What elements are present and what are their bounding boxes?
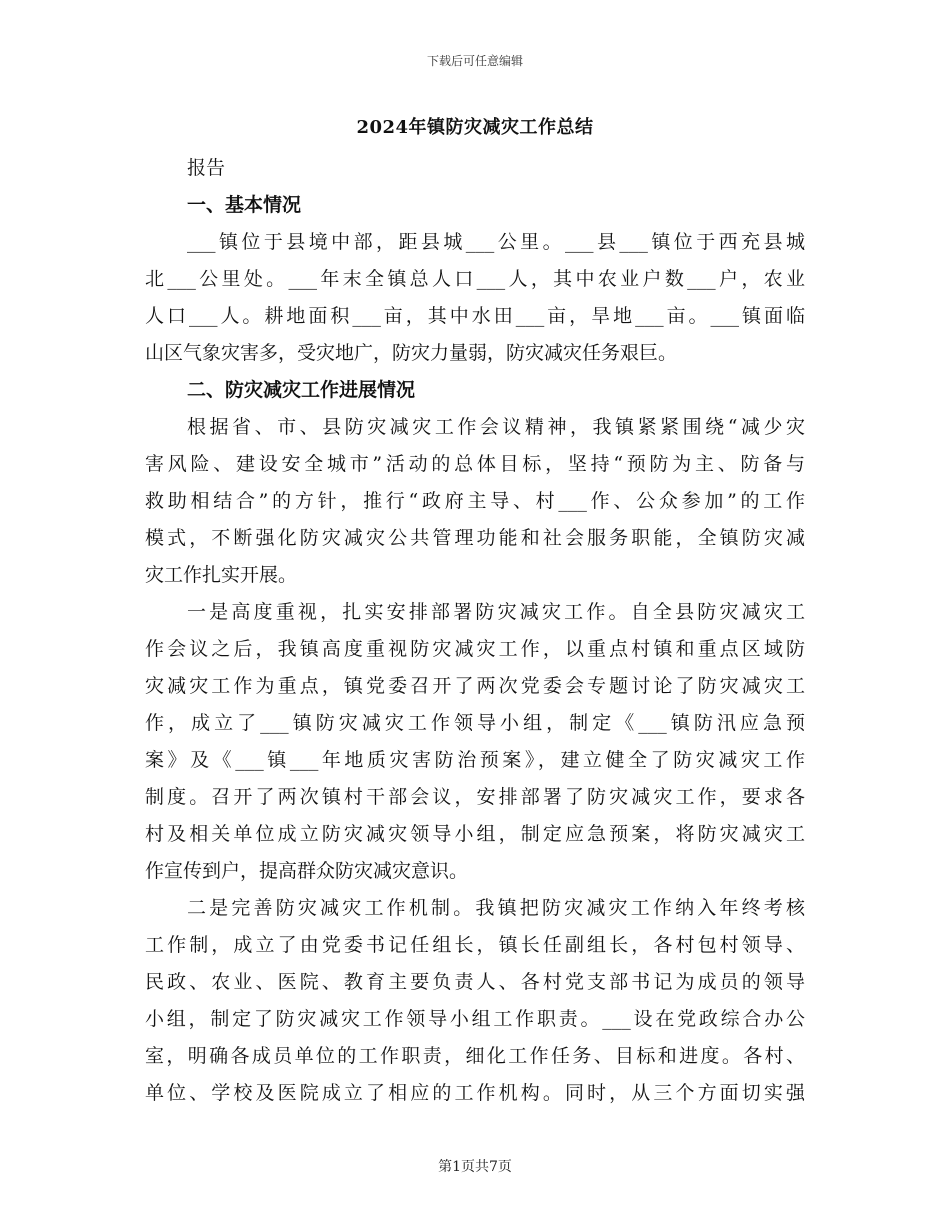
section1-line: 山区气象灾害多，受灾地广，防灾力量弱，防灾减灾任务艰巨。 (145, 342, 678, 364)
section2-para2-line: 一是高度重视，扎实安排部署防灾减灾工作。自全县防灾减灾工 (187, 601, 805, 623)
section2-para3-line: 民政、农业、医院、教育主要负责人、各村党支部书记为成员的领导 (145, 971, 805, 993)
section2-para1-line: 救助相结合”的方针，推行“政府主导、村___作、公众参加”的工作 (145, 490, 805, 512)
section1-heading: 一、基本情况 (187, 194, 302, 216)
section1-line: 人口___人。耕地面积___亩，其中水田___亩，旱地___亩。___镇面临 (145, 305, 805, 327)
document-label: 报告 (187, 157, 226, 179)
section2-para1-line: 害风险、建设安全城市”活动的总体目标，坚持“预防为主、防备与 (145, 453, 805, 475)
section2-para3-line: 小组，制定了防灾减灾工作领导小组工作职责。___设在党政综合办公 (145, 1008, 805, 1030)
section2-para2-line: 作，成立了___镇防灾减灾工作领导小组，制定《___镇防汛应急预 (145, 712, 805, 734)
section2-para2-line: 村及相关单位成立防灾减灾领导小组，制定应急预案，将防灾减灾工 (145, 823, 805, 845)
section1-line: ___镇位于县境中部，距县城___公里。___县___镇位于西充县城 (187, 231, 805, 253)
section2-para3-line: 二是完善防灾减灾工作机制。我镇把防灾减灾工作纳入年终考核 (187, 897, 805, 919)
page-indicator: 第1页共7页 (438, 1159, 512, 1175)
page-header-note: 下载后可任意编辑 (426, 54, 523, 68)
section2-para3-line: 室，明确各成员单位的工作职责，细化工作任务、目标和进度。各村、 (145, 1045, 805, 1067)
section2-para1-line: 根据省、市、县防灾减灾工作会议精神，我镇紧紧围绕“减少灾 (187, 416, 805, 438)
section1-line: 北___公里处。___年末全镇总人口___人，其中农业户数___户，农业 (145, 268, 805, 290)
section2-heading: 二、防灾减灾工作进展情况 (187, 379, 416, 401)
section2-para1-line: 灾工作扎实开展。 (145, 564, 298, 586)
section2-para2-line: 作宣传到户，提高群众防灾减灾意识。 (145, 860, 469, 882)
section2-para2-line: 制度。召开了两次镇村干部会议，安排部署了防灾减灾工作，要求各 (145, 786, 805, 808)
section2-para1-line: 模式，不断强化防灾减灾公共管理功能和社会服务职能，全镇防灾减 (145, 527, 805, 549)
section2-para2-line: 灾减灾工作为重点，镇党委召开了两次党委会专题讨论了防灾减灾工 (145, 675, 805, 697)
section2-para3-line: 工作制，成立了由党委书记任组长，镇长任副组长，各村包村领导、 (145, 934, 805, 956)
document-title: 2024年镇防灾减灾工作总结 (356, 117, 594, 138)
section2-para3-line: 单位、学校及医院成立了相应的工作机构。同时，从三个方面切实强 (145, 1082, 805, 1104)
section2-para2-line: 作会议之后，我镇高度重视防灾减灾工作，以重点村镇和重点区域防 (145, 638, 805, 660)
document-body (145, 150, 805, 1112)
section2-para2-line: 案》及《___镇___年地质灾害防治预案》，建立健全了防灾减灾工作 (145, 749, 805, 771)
